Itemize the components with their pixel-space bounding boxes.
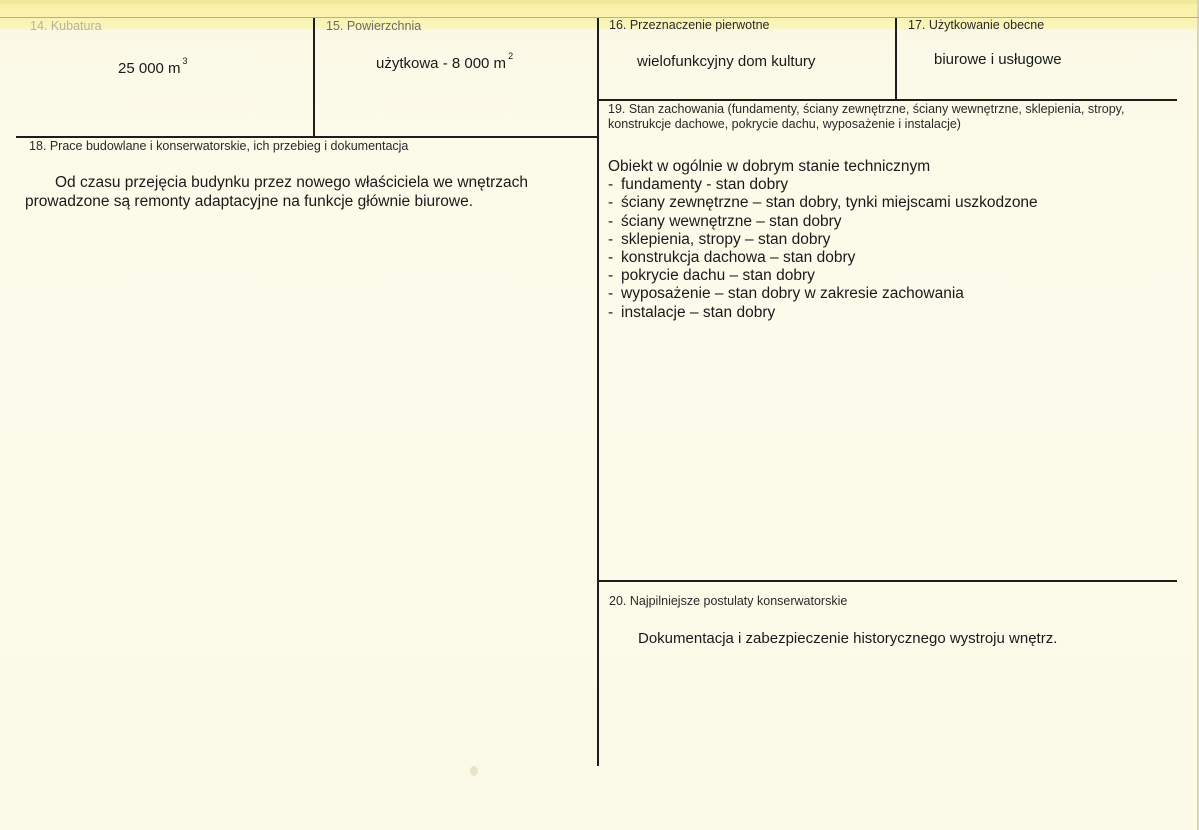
list-dash: - <box>608 194 614 212</box>
volume-unit-exponent: 3 <box>182 56 188 66</box>
field-19-label-line-2: konstrukcje dachowe, pokrycie dachu, wyposażenie i instalacje) <box>608 117 961 131</box>
condition-item <box>608 213 1038 231</box>
field-15-label: 15. Powierzchnia <box>326 19 422 33</box>
rule-under-14-15 <box>16 136 599 138</box>
condition-item-text: ściany wewnętrzne – stan dobry <box>621 212 842 230</box>
rule-under-16-17 <box>598 99 1177 101</box>
condition-item <box>608 176 1038 194</box>
field-19-label-line-1: 19. Stan zachowania (fundamenty, ściany zewnętrzne, ściany wewnętrzne, sklepienia, stropy, <box>608 102 1125 116</box>
list-dash: - <box>608 212 614 230</box>
condition-item-text: sklepienia, stropy – stan dobry <box>621 230 831 248</box>
list-dash: - <box>608 176 614 194</box>
field-19-content <box>608 158 1038 322</box>
condition-item-text: ściany zewnętrzne – stan dobry, tynki miejscami uszkodzone <box>621 194 1038 212</box>
field-20-label: 20. Najpilniejsze postulaty konserwatorskie <box>609 594 848 608</box>
condition-item <box>608 304 1038 322</box>
condition-item-text: instalacje – stan dobry <box>621 303 776 321</box>
divider-left-right <box>597 18 599 766</box>
condition-item <box>608 231 1038 249</box>
field-18-line-2: prowadzone są remonty adaptacyjne na funkcje głównie biurowe. <box>25 193 474 210</box>
list-dash: - <box>608 230 614 248</box>
field-18-label: 18. Prace budowlane i konserwatorskie, ich przebieg i dokumentacja <box>29 139 409 153</box>
list-dash: - <box>608 285 614 303</box>
area-value: użytkowa - 8 000 m <box>376 55 507 72</box>
condition-item <box>608 285 1038 303</box>
field-16-value: wielofunkcyjny dom kultury <box>637 53 816 70</box>
list-dash: - <box>608 303 614 321</box>
divider-16-17 <box>895 18 897 100</box>
field-17-value: biurowe i usługowe <box>934 51 1062 68</box>
field-18-line-1: Od czasu przejęcia budynku przez nowego właściciela we wnętrzach <box>55 174 528 191</box>
condition-item <box>608 267 1038 285</box>
divider-14-15 <box>313 18 315 137</box>
paper-smudge <box>470 766 478 776</box>
area-unit-exponent: 2 <box>508 51 514 61</box>
condition-item-text: pokrycie dachu – stan dobry <box>621 267 815 285</box>
condition-list <box>608 176 1038 322</box>
condition-item-text: fundamenty - stan dobry <box>621 176 789 194</box>
condition-item-text: konstrukcja dachowa – stan dobry <box>621 249 856 267</box>
list-dash: - <box>608 249 614 267</box>
field-20-text: Dokumentacja i zabezpieczenie historycznego wystroju wnętrz. <box>638 630 1058 647</box>
field-19-intro: Obiekt w ogólnie w dobrym stanie technicznym <box>608 158 931 175</box>
field-18-text <box>25 173 528 211</box>
field-16-label: 16. Przeznaczenie pierwotne <box>609 18 770 32</box>
volume-value: 25 000 m <box>118 60 181 77</box>
field-17-label: 17. Użytkowanie obecne <box>908 18 1045 32</box>
field-14-label: 14. Kubatura <box>30 19 102 33</box>
top-edge <box>0 0 1199 4</box>
condition-item-text: wyposażenie – stan dobry w zakresie zachowania <box>621 285 964 303</box>
field-14-value <box>118 55 188 78</box>
field-15-value <box>376 50 513 73</box>
condition-item <box>608 249 1038 267</box>
condition-item <box>608 194 1038 212</box>
list-dash: - <box>608 267 614 285</box>
rule-under-19 <box>598 580 1177 582</box>
